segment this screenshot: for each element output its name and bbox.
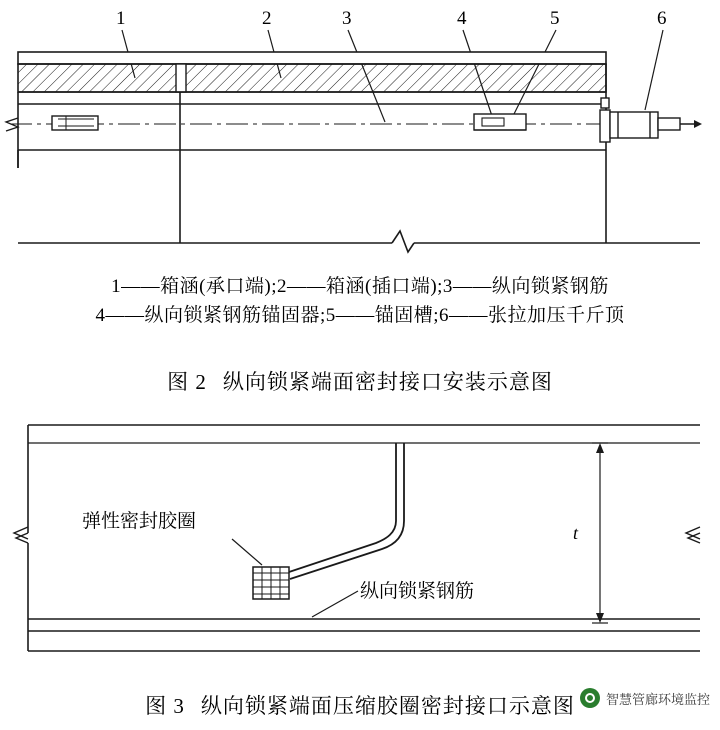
watermark-text: 智慧管廊环境监控 xyxy=(605,691,710,707)
figure2-caption-number: 图 2 xyxy=(167,370,207,394)
figure2-callout-3: 3 xyxy=(342,8,352,29)
figure2-legend-line-1: 1——箱涵(承口端);2——箱涵(插口端);3——纵向锁紧钢筋 xyxy=(111,276,609,297)
figure2-caption xyxy=(0,366,720,396)
leaf-circle-icon xyxy=(580,688,600,708)
figure2-caption-text: 纵向锁紧端面密封接口安装示意图 xyxy=(222,370,553,394)
figure3-label-rebar: 纵向锁紧钢筋 xyxy=(360,581,475,602)
figure2-legend-line-2: 4——纵向锁紧钢筋锚固器;5——锚固槽;6——张拉加压千斤顶 xyxy=(95,305,625,327)
figure2-drawing xyxy=(0,0,720,262)
figure3-caption-text: 纵向锁紧端面压缩胶圈密封接口示意图 xyxy=(200,694,575,718)
watermark xyxy=(580,688,710,708)
figure2-callout-6: 6 xyxy=(657,8,667,29)
figure3-drawing xyxy=(0,415,720,665)
figure2-callout-5: 5 xyxy=(550,8,560,29)
figure2-callout-2: 2 xyxy=(262,8,272,29)
figure2-callout-1: 1 xyxy=(116,8,126,29)
figure3-caption-number: 图 3 xyxy=(145,694,185,718)
figure2-legend xyxy=(0,272,720,331)
figure3-dimension-label: t xyxy=(573,523,579,543)
figure3-label-seal: 弹性密封胶圈 xyxy=(82,511,197,532)
figure2-callout-4: 4 xyxy=(457,8,467,29)
